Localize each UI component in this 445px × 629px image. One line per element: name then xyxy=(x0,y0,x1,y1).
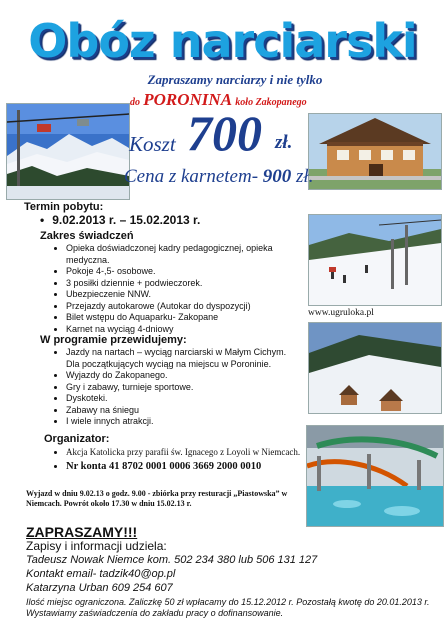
term-heading: Termin pobytu: xyxy=(24,201,104,213)
benefit-item: • Przejazdy autokarowe (Autokar do dyspozycji) xyxy=(66,301,298,313)
aquapark-photo xyxy=(306,425,444,527)
price-pass-currency: zł. xyxy=(296,166,314,187)
program-item: • Gry i zabawy, turnieje sportowe. xyxy=(66,382,296,394)
program-heading: W programie przewidujemy: xyxy=(40,334,187,346)
program-item: • Jazdy na nartach – wyciąg narciarski w Małym Cichym. Dla początkujących wyciąg na miejscu w Poroninie. xyxy=(66,347,296,370)
program-list xyxy=(52,347,296,428)
benefit-item: • 3 posiłki dziennie + podwieczorek. xyxy=(66,278,298,290)
contact-phone-1: Tadeusz Nowak Niemce kom. 502 234 380 lub 506 131 127 xyxy=(26,554,318,566)
invite-prefix: do xyxy=(130,97,140,108)
invitation-footer-heading: ZAPRASZAMY!!! xyxy=(26,524,138,540)
program-item: • Zabawy na śniegu xyxy=(66,405,296,417)
benefit-item: • Opieka doświadczonej kadry pedagogicznej, opieka medyczna. xyxy=(66,243,298,266)
poster-title: Obóz narciarski xyxy=(28,14,417,68)
deposit-note: Ilość miejsc ograniczona. Zaliczkę 50 zł wpłacamy do 15.12.2012 r. Pozostałą kwotę do 20.01.2013 r. Wystawiamy zaświadczenia do zakładu pracy o dofinansowanie. xyxy=(26,597,430,618)
website-link[interactable]: www.ugruloka.pl xyxy=(308,308,374,318)
invite-suffix: koło Zakopanego xyxy=(235,97,307,108)
program-item: • I wiele innych atrakcji. xyxy=(66,416,296,428)
benefit-item: • Karnet na wyciąg 4-dniowy xyxy=(66,324,298,336)
ski-slope-photo xyxy=(6,103,130,200)
organizer-heading: Organizator: xyxy=(44,433,110,445)
term-dates: 9.02.2013 r. – 15.02.2013 r. xyxy=(52,213,201,227)
organizer-list xyxy=(52,447,311,472)
benefit-item: • Ubezpieczenie NNW. xyxy=(66,289,298,301)
benefits-list xyxy=(52,243,298,335)
bank-account: • Nr konta 41 8702 0001 0006 3669 2000 0010 xyxy=(66,461,311,473)
price-pass-amount: 900 xyxy=(262,166,292,187)
ski-lift-photo xyxy=(308,214,442,306)
invite-place: PORONINA xyxy=(143,90,233,109)
signup-info-label: Zapisy i informacji udziela: xyxy=(26,539,167,553)
village-snow-photo xyxy=(308,322,442,414)
benefits-heading: Zakres świadczeń xyxy=(40,230,134,242)
price-row xyxy=(129,105,319,161)
price-amount: 700 xyxy=(187,105,262,161)
price-currency: zł. xyxy=(275,132,293,153)
contact-email: Kontakt email- tadzik40@op.pl xyxy=(26,568,176,580)
program-item: • Dyskoteki. xyxy=(66,393,296,405)
price-with-pass-row xyxy=(124,166,314,188)
price-label: Koszt xyxy=(129,132,176,156)
departure-info: Wyjazd w dniu 9.02.13 o godz. 9.00 - zbiórka przy resturacji „Piastowska” w Niemcach. Powrót około 17.30 w dniu 15.02.13 r. xyxy=(26,489,288,508)
price-pass-label: Cena z karnetem- xyxy=(124,166,259,187)
benefit-item: • Bilet wstępu do Aquaparku- Zakopane xyxy=(66,312,298,324)
benefit-item: • Pokoje 4-,5- osobowe. xyxy=(66,266,298,278)
organizer-item: • Akcja Katolicka przy parafii św. Ignacego z Loyoli w Niemcach. xyxy=(66,447,311,459)
program-item: • Wyjazdy do Zakopanego. xyxy=(66,370,296,382)
guest-house-photo xyxy=(308,113,442,190)
term-dates-row: • 9.02.2013 r. – 15.02.2013 r. xyxy=(40,213,201,227)
contact-phone-2: Katarzyna Urban 609 254 607 xyxy=(26,582,173,594)
invite-line-1: Zapraszamy narciarzy i nie tylko xyxy=(147,72,323,87)
